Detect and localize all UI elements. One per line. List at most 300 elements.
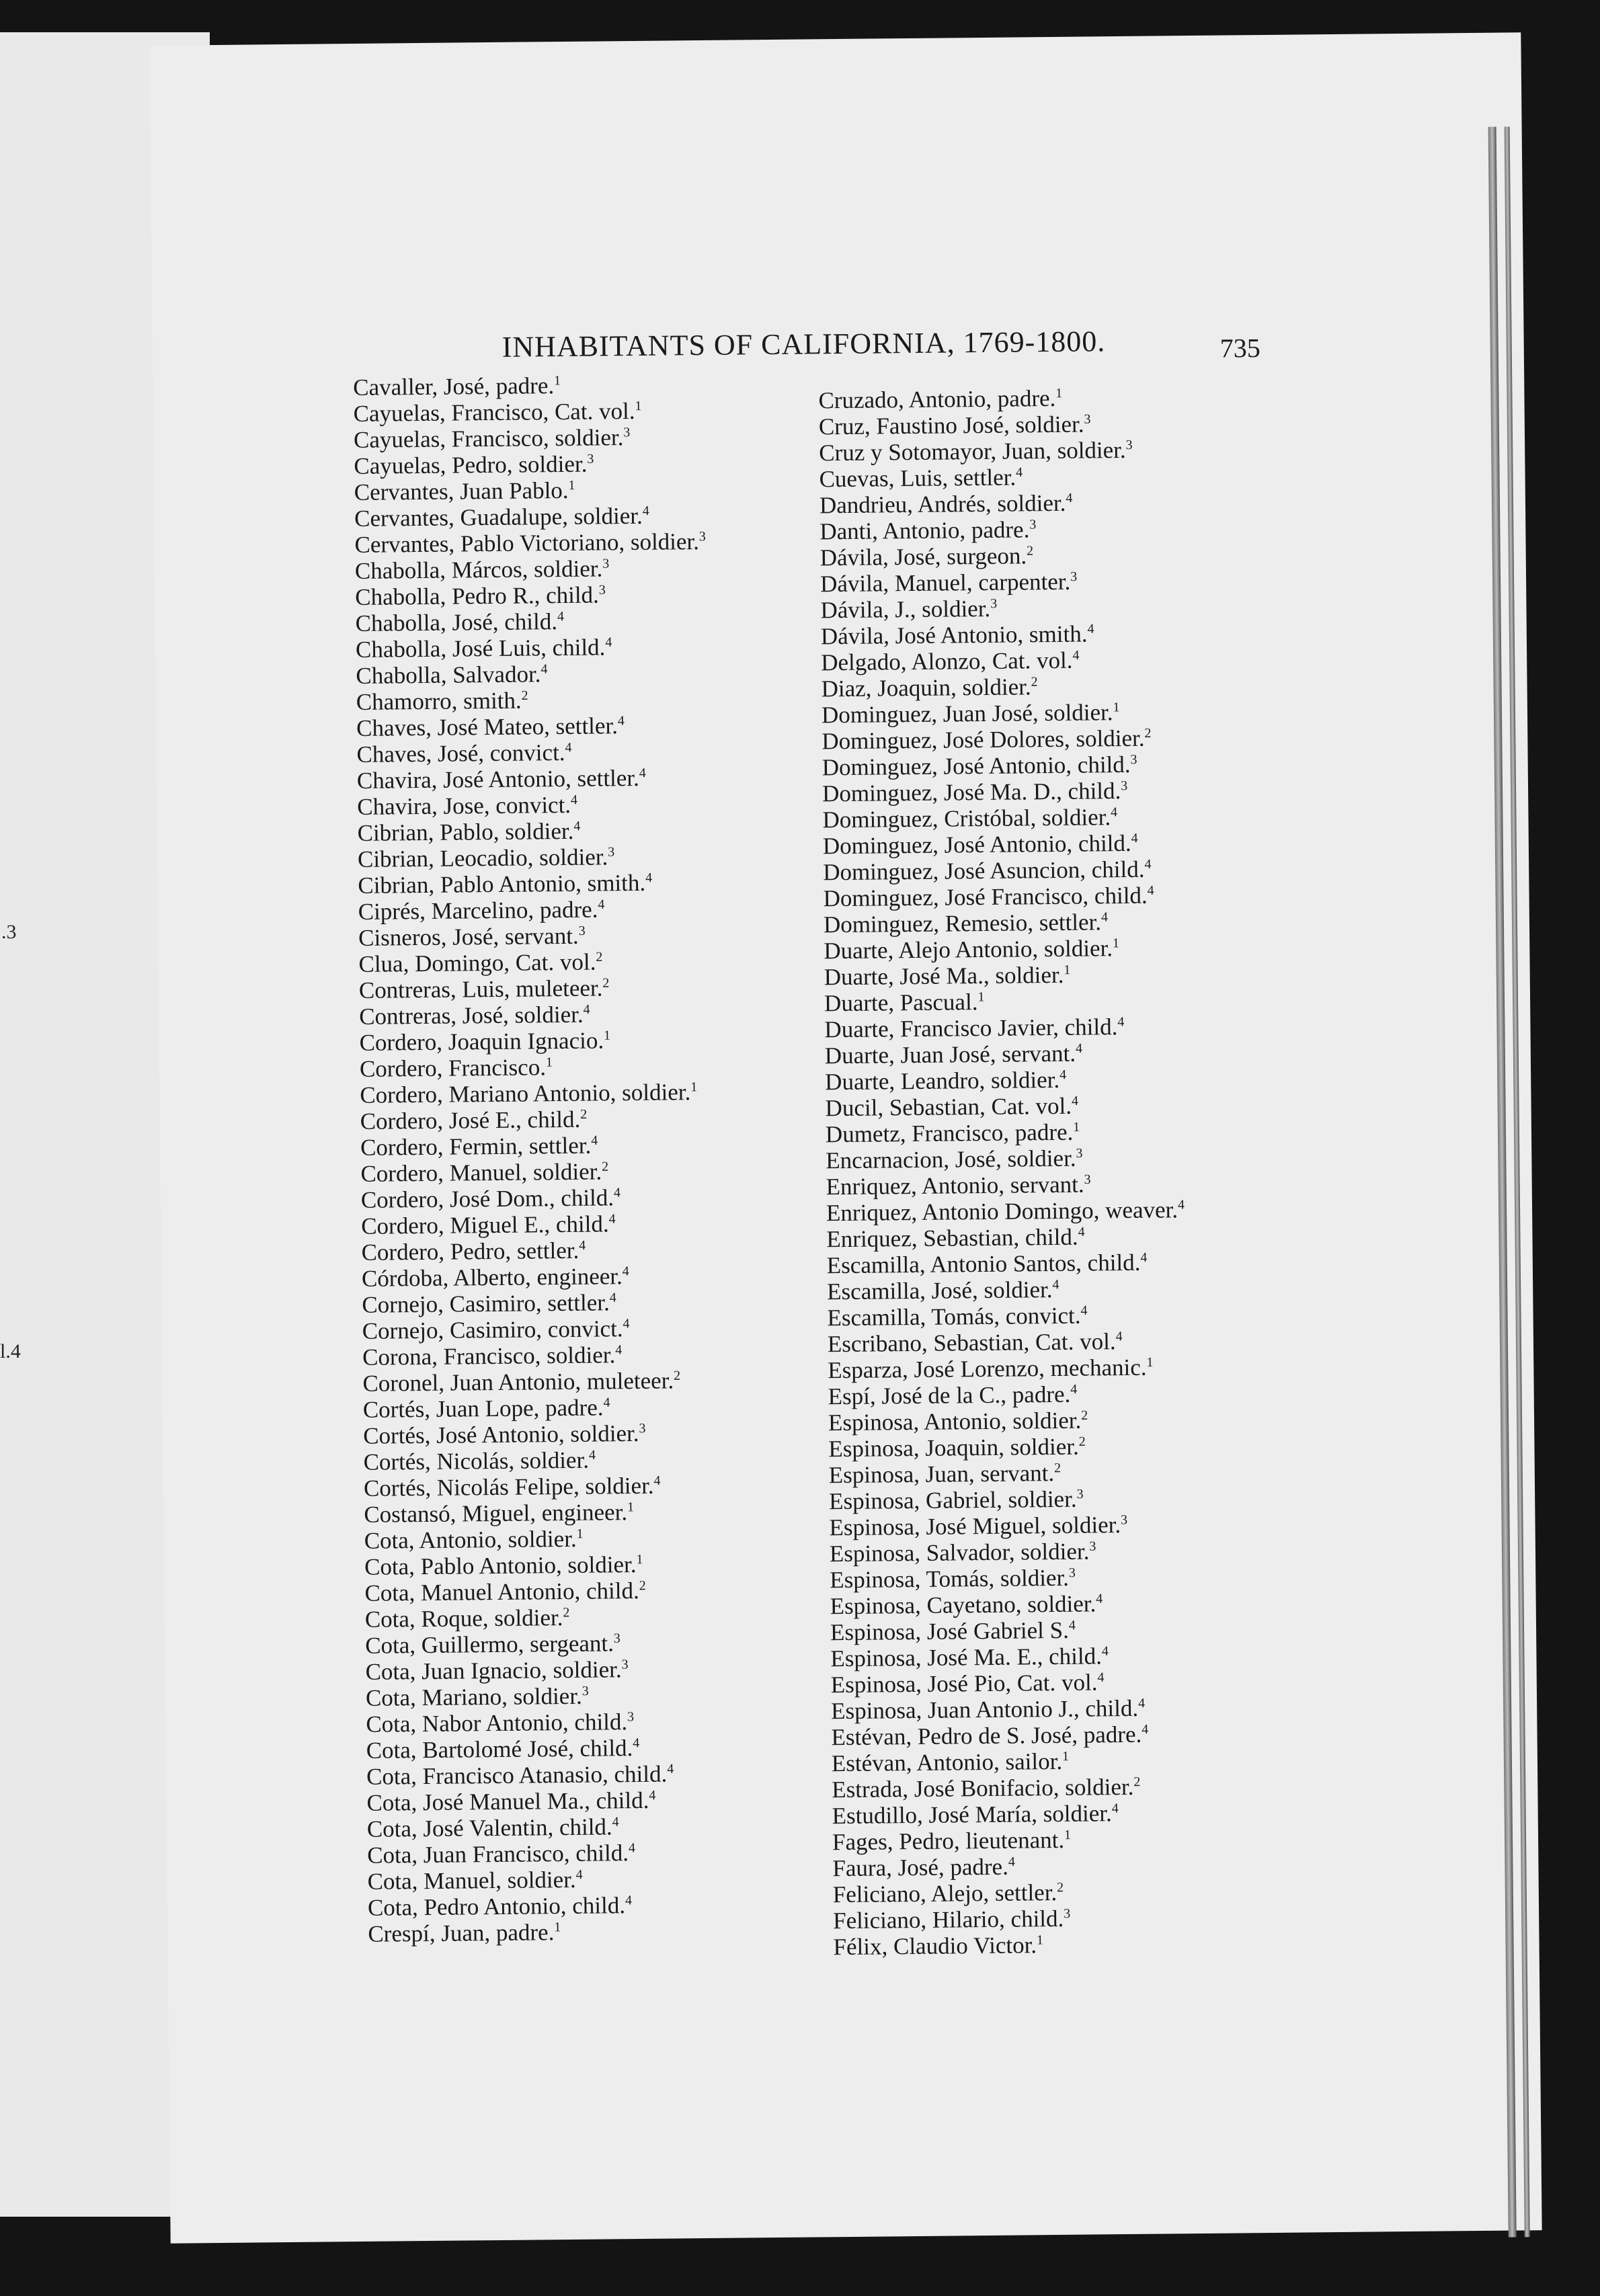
entry: [828, 1327, 1186, 1357]
entry-name: Dandrieu, Andrés, soldier.: [819, 489, 1066, 519]
entry: [820, 593, 1178, 623]
entry-name: Cordero, José Dom., child.: [360, 1184, 614, 1213]
entry: [823, 882, 1181, 911]
previous-page-mark: l.4: [0, 1340, 21, 1362]
entry-name: Cota, Pedro Antonio, child.: [367, 1892, 626, 1921]
entry-name: Coronel, Juan Antonio, muleteer.: [362, 1367, 674, 1397]
entry: [356, 659, 707, 689]
entry-name: Córdoba, Alberto, engineer.: [361, 1263, 623, 1292]
footnote-ref: 4: [603, 1395, 610, 1410]
entry-name: Corona, Francisco, soldier.: [362, 1342, 616, 1370]
entry: [820, 567, 1178, 597]
entry-name: Espinosa, Gabriel, soldier.: [829, 1485, 1077, 1515]
entry-name: Dávila, Manuel, carpenter.: [819, 568, 1071, 598]
footnote-ref: 2: [601, 1159, 609, 1174]
entry: [363, 1420, 715, 1449]
entry: [830, 1537, 1188, 1567]
entry-name: Chavira, Jose, convict.: [357, 791, 571, 820]
entry-name: Estrada, José Bonifacio, soldier.: [832, 1773, 1134, 1803]
entry-name: Espinosa, Juan Antonio J., child.: [830, 1694, 1139, 1725]
footnote-ref: 3: [1076, 1486, 1084, 1502]
entry: [828, 1406, 1187, 1436]
footnote-ref: 2: [639, 1578, 646, 1594]
entry: [354, 502, 706, 532]
entry-name: Dávila, José, surgeon.: [819, 542, 1027, 571]
footnote-ref: 3: [587, 451, 594, 466]
entry: [356, 686, 708, 715]
footnote-ref: 3: [623, 425, 631, 440]
footnote-ref: 3: [602, 556, 610, 571]
entry-name: Estévan, Antonio, sailor.: [831, 1748, 1063, 1777]
entry: [824, 908, 1182, 938]
footnote-ref: 1: [1055, 386, 1063, 401]
footnote-ref: 3: [582, 1684, 589, 1699]
footnote-ref: 2: [521, 688, 528, 703]
entry-name: Cayuelas, Francisco, soldier.: [353, 424, 624, 453]
entry-name: Espinosa, Tomás, soldier.: [830, 1564, 1070, 1594]
footnote-ref: 4: [1177, 1197, 1185, 1213]
footnote-ref: 4: [1101, 909, 1109, 925]
entry: [831, 1694, 1189, 1724]
entry: [360, 1157, 712, 1187]
entry-name: Contreras, José, soldier.: [359, 1001, 584, 1030]
entry: [358, 948, 710, 977]
entry: [353, 371, 705, 401]
entry: [830, 1642, 1189, 1672]
entry: [356, 738, 708, 768]
entry: [366, 1682, 717, 1711]
entry-name: Cota, Pablo Antonio, soldier.: [364, 1551, 637, 1580]
entry: [357, 790, 709, 820]
entry: [827, 1275, 1185, 1305]
entry: [822, 698, 1180, 728]
entry-name: Chabolla, Márcos, soldier.: [354, 555, 603, 584]
entry: [362, 1288, 713, 1318]
entry: [826, 1196, 1185, 1226]
footnote-ref: 4: [557, 609, 565, 624]
entry: [831, 1721, 1189, 1750]
footnote-ref: 4: [625, 1893, 633, 1908]
footnote-ref: 4: [617, 713, 625, 729]
footnote-ref: 4: [1068, 1618, 1076, 1633]
entry-name: Espinosa, José Ma. E., child.: [830, 1643, 1103, 1672]
entry-name: Cota, José Valentin, child.: [366, 1813, 612, 1842]
footnote-ref: 1: [1062, 1749, 1070, 1764]
entry: [355, 555, 707, 584]
footnote-ref: 4: [1096, 1591, 1103, 1606]
entry-name: Espinosa, Juan, servant.: [828, 1460, 1055, 1489]
entry-name: Chabolla, Salvador.: [356, 661, 541, 689]
footnote-ref: 4: [615, 1342, 623, 1358]
footnote-ref: 3: [598, 582, 606, 598]
entry: [360, 1131, 712, 1161]
entry-name: Faura, José, padre.: [832, 1853, 1009, 1882]
footnote-ref: 4: [575, 1867, 583, 1883]
footnote-ref: 4: [591, 1133, 598, 1148]
entry: [360, 1105, 712, 1135]
footnote-ref: 4: [1052, 1277, 1059, 1293]
entry: [360, 1053, 711, 1082]
footnote-ref: 4: [1087, 621, 1094, 637]
entry: [832, 1773, 1190, 1803]
entry-name: Chavira, José Antonio, settler.: [356, 764, 639, 794]
entry: [354, 423, 705, 453]
footnote-ref: 4: [633, 1735, 640, 1751]
footnote-ref: 4: [1111, 1801, 1119, 1816]
entry: [364, 1577, 716, 1606]
entry-name: Chamorro, smith.: [356, 687, 522, 715]
footnote-ref: 4: [1016, 464, 1023, 480]
entry: [833, 1904, 1191, 1934]
entry-name: Dominguez, Remesio, settler.: [823, 909, 1102, 938]
entry-name: Dávila, José Antonio, smith.: [820, 620, 1088, 650]
entry: [822, 725, 1180, 754]
footnote-ref: 3: [1125, 438, 1133, 453]
footnote-ref: 1: [554, 1920, 561, 1935]
entry-name: Clua, Domingo, Cat. vol.: [358, 948, 596, 977]
footnote-ref: 2: [596, 949, 603, 965]
entry-name: Dominguez, José Ma. D., child.: [822, 778, 1121, 807]
footnote-ref: 4: [613, 1185, 621, 1200]
entry: [366, 1734, 718, 1764]
entry-name: Cayuelas, Francisco, Cat. vol.: [353, 397, 635, 427]
entry-name: Cordero, Francisco.: [359, 1054, 547, 1082]
entry: [827, 1249, 1185, 1278]
entry-name: Cota, Roque, soldier.: [364, 1604, 563, 1633]
footnote-ref: 4: [570, 792, 578, 808]
entry-name: Enriquez, Antonio Domingo, weaver.: [826, 1196, 1178, 1227]
entry-name: Chabolla, José, child.: [355, 608, 558, 637]
entry-name: Dávila, J., soldier.: [820, 595, 991, 624]
entry-name: Cibrian, Pablo, soldier.: [357, 817, 574, 846]
entry-name: Chabolla, José Luis, child.: [355, 634, 606, 663]
entry: [358, 869, 709, 899]
entry: [828, 1432, 1187, 1462]
entry-name: Crespí, Juan, padre.: [368, 1919, 555, 1947]
entry-name: Estévan, Pedro de S. José, padre.: [831, 1721, 1142, 1751]
entry-name: Cortés, Nicolás, soldier.: [363, 1446, 590, 1475]
footnote-ref: 1: [568, 478, 575, 493]
entry-name: Cornejo, Casimiro, settler.: [362, 1289, 610, 1318]
entry: [368, 1891, 719, 1921]
footnote-ref: 3: [1084, 411, 1091, 427]
footnote-ref: 3: [1068, 1565, 1076, 1581]
footnote-ref: 3: [627, 1709, 635, 1725]
footnote-ref: 4: [1144, 856, 1152, 872]
entry-name: Cota, Bartolomé José, child.: [366, 1735, 633, 1764]
entry-name: Feliciano, Hilario, child.: [832, 1905, 1064, 1934]
footnote-ref: 3: [621, 1657, 629, 1672]
entry-name: Chaves, José Mateo, settler.: [356, 712, 618, 741]
entry-name: Delgado, Alonzo, Cat. vol.: [821, 647, 1073, 676]
entry-name: Cordero, Mariano Antonio, soldier.: [360, 1079, 691, 1108]
entry-name: Estudillo, José María, soldier.: [832, 1800, 1112, 1830]
entry: [364, 1472, 715, 1502]
entry: [832, 1826, 1191, 1855]
footnote-ref: 4: [1008, 1854, 1015, 1870]
entry-name: Encarnacion, José, soldier.: [826, 1145, 1076, 1174]
entry: [354, 476, 706, 505]
entry-name: Espinosa, José Gabriel S.: [830, 1616, 1070, 1646]
entry-name: Dominguez, Juan José, soldier.: [821, 699, 1113, 729]
entry: [364, 1551, 716, 1580]
footnote-ref: 4: [1137, 1696, 1146, 1711]
entry-name: Cordero, Manuel, soldier.: [360, 1158, 602, 1187]
entry: [831, 1668, 1189, 1698]
footnote-ref: 2: [1053, 1461, 1062, 1476]
footnote-ref: 4: [1117, 1014, 1125, 1030]
footnote-ref: 2: [1027, 543, 1034, 559]
entry-name: Cortés, Juan Lope, padre.: [362, 1394, 604, 1423]
entry-name: Dominguez, Cristóbal, soldier.: [822, 804, 1111, 833]
entry-name: Cornejo, Casimiro, convict.: [362, 1315, 623, 1344]
footnote-ref: 4: [565, 740, 572, 755]
entry-name: Fages, Pedro, lieutenant.: [832, 1826, 1065, 1856]
right-column: [818, 384, 1191, 1960]
entry-name: Enriquez, Antonio, servant.: [826, 1171, 1084, 1200]
entry: [364, 1498, 715, 1528]
footnote-ref: 4: [628, 1840, 636, 1856]
entry: [828, 1380, 1187, 1409]
entry-name: Cervantes, Juan Pablo.: [354, 477, 569, 505]
footnote-ref: 1: [1064, 1828, 1072, 1843]
entry-name: Cota, Francisco Atanasio, child.: [366, 1760, 668, 1790]
entry: [356, 712, 708, 741]
footnote-ref: 1: [1064, 962, 1071, 978]
entry-name: Duarte, Juan José, servant.: [824, 1040, 1076, 1069]
entry-name: Cisneros, José, servant.: [358, 922, 579, 951]
entry: [367, 1813, 719, 1842]
entry: [825, 1039, 1183, 1069]
entry-name: Cordero, Fermin, settler.: [360, 1132, 592, 1161]
entry: [826, 1144, 1184, 1174]
entry: [366, 1760, 718, 1790]
entry-name: Escamilla, José, soldier.: [827, 1276, 1053, 1305]
footnote-ref: 3: [1064, 1906, 1071, 1922]
entry: [353, 397, 705, 427]
entry-name: Espinosa, Salvador, soldier.: [829, 1538, 1090, 1567]
entry-name: Duarte, Pascual.: [824, 989, 978, 1017]
entry: [819, 436, 1177, 466]
entry-name: Dominguez, José Francisco, child.: [823, 882, 1148, 912]
entry-name: Cervantes, Guadalupe, soldier.: [354, 502, 643, 532]
entry-name: Esparza, José Lorenzo, mechanic.: [828, 1354, 1147, 1384]
footnote-ref: 1: [1112, 936, 1120, 951]
entry: [832, 1747, 1190, 1776]
entry-name: Chaves, José, convict.: [356, 739, 565, 768]
footnote-ref: 4: [1059, 1067, 1067, 1083]
footnote-ref: 1: [1073, 1120, 1080, 1135]
footnote-ref: 1: [977, 989, 985, 1005]
entry-name: Contreras, Luis, muleteer.: [358, 975, 603, 1003]
footnote-ref: 4: [1131, 831, 1138, 846]
footnote-ref: 3: [1089, 1539, 1096, 1554]
footnote-ref: 4: [1142, 1722, 1149, 1737]
entry-name: Cota, Guillermo, sergeant.: [365, 1630, 614, 1659]
entry-name: Espinosa, Joaquin, soldier.: [828, 1433, 1079, 1463]
entry-name: Cota, Juan Ignacio, soldier.: [365, 1656, 622, 1685]
entry: [830, 1590, 1189, 1619]
entry: [364, 1524, 716, 1554]
footnote-ref: 4: [1072, 647, 1080, 663]
footnote-ref: 2: [1031, 674, 1038, 690]
entry-name: Ciprés, Marcelino, padre.: [358, 896, 598, 925]
footnote-ref: 3: [1130, 752, 1137, 768]
footnote-ref: 4: [1070, 1382, 1078, 1397]
footnote-ref: 3: [1121, 778, 1128, 794]
entry-name: Cavaller, José, padre.: [353, 372, 555, 401]
entry: [365, 1655, 717, 1685]
entry: [366, 1787, 718, 1816]
entry: [829, 1485, 1187, 1514]
entry: [362, 1262, 713, 1292]
entry: [819, 462, 1177, 492]
entry-name: Cortés, José Antonio, soldier.: [363, 1420, 639, 1449]
page-number: 735: [1219, 333, 1261, 364]
entry: [359, 1026, 711, 1056]
footnote-ref: 4: [541, 661, 548, 677]
entry: [825, 1092, 1183, 1121]
footnote-ref: 4: [645, 870, 653, 886]
footnote-ref: 1: [1113, 700, 1120, 715]
entry: [361, 1184, 713, 1213]
entry-name: Espinosa, José Pio, Cat. vol.: [830, 1669, 1098, 1698]
footnote-ref: 1: [553, 373, 561, 388]
entry: [823, 856, 1181, 885]
entry: [826, 1118, 1184, 1147]
entry: [366, 1708, 717, 1737]
footnote-ref: 1: [1146, 1354, 1154, 1370]
entry: [365, 1603, 717, 1633]
footnote-ref: 3: [698, 529, 706, 544]
entry-name: Félix, Claudio Victor.: [833, 1932, 1037, 1961]
entry: [359, 1000, 711, 1030]
footnote-ref: 4: [579, 1238, 586, 1254]
footnote-ref: 3: [578, 924, 586, 939]
entry: [362, 1315, 714, 1344]
footnote-ref: 2: [580, 1107, 588, 1122]
footnote-ref: 3: [1120, 1512, 1128, 1528]
entry-name: Cuevas, Luis, settler.: [819, 464, 1016, 493]
book-page: [149, 32, 1542, 2243]
entry-name: Cordero, Miguel E., child.: [361, 1211, 609, 1239]
entry-name: Cota, Mariano, soldier.: [365, 1682, 582, 1711]
footnote-ref: 4: [1140, 1250, 1148, 1266]
entry-name: Cota, Juan Francisco, child.: [367, 1840, 629, 1869]
entry-name: Duarte, Francisco Javier, child.: [824, 1014, 1118, 1043]
footnote-ref: 4: [1115, 1329, 1123, 1344]
footnote-ref: 4: [1071, 1094, 1079, 1109]
entry-name: Cortés, Nicolás Felipe, soldier.: [363, 1472, 654, 1502]
entry: [363, 1393, 715, 1423]
entry: [821, 646, 1179, 675]
entry: [819, 515, 1178, 544]
footnote-ref: 3: [608, 844, 615, 860]
entry-name: Espinosa, Antonio, soldier.: [828, 1407, 1082, 1436]
footnote-ref: 1: [545, 1055, 553, 1070]
footnote-ref: 1: [690, 1079, 698, 1095]
entry: [358, 843, 709, 872]
entry-name: Dominguez, José Dolores, soldier.: [822, 725, 1145, 755]
footnote-ref: 3: [1070, 569, 1078, 585]
entry: [833, 1878, 1191, 1908]
entry-name: Diaz, Joaquin, soldier.: [821, 673, 1031, 702]
footnote-ref: 4: [583, 1001, 590, 1018]
footnote-ref: 4: [639, 766, 646, 781]
footnote-ref: 2: [563, 1605, 570, 1621]
footnote-ref: 4: [1066, 491, 1073, 506]
entry: [822, 777, 1181, 807]
entry: [358, 895, 710, 925]
entry: [828, 1354, 1186, 1383]
entry: [824, 1013, 1183, 1042]
left-column: [353, 371, 719, 1947]
footnote-ref: 3: [613, 1631, 621, 1646]
entry-name: Duarte, José Ma., soldier.: [824, 961, 1064, 991]
entry: [361, 1236, 713, 1266]
entry-name: Espí, José de la C., padre.: [828, 1381, 1071, 1410]
footnote-ref: 4: [642, 503, 649, 519]
footnote-ref: 4: [588, 1447, 596, 1463]
entry-name: Feliciano, Alejo, settler.: [832, 1879, 1057, 1908]
footnote-ref: 4: [649, 1788, 656, 1803]
footnote-ref: 3: [1029, 517, 1037, 532]
entry: [819, 410, 1177, 440]
footnote-ref: 4: [609, 1290, 616, 1305]
entry: [819, 489, 1178, 518]
footnote-ref: 3: [1084, 1172, 1091, 1187]
entry: [821, 672, 1179, 702]
entry: [354, 450, 705, 479]
footnote-ref: 4: [623, 1316, 630, 1331]
entry: [830, 1563, 1188, 1593]
entry: [824, 960, 1183, 990]
entry: [825, 1065, 1183, 1095]
entry: [354, 528, 706, 558]
entry-name: Espinosa, Cayetano, soldier.: [830, 1590, 1096, 1620]
entry-name: Dominguez, José Asuncion, child.: [823, 856, 1145, 886]
footnote-ref: 4: [1097, 1670, 1105, 1685]
footnote-ref: 4: [1080, 1303, 1088, 1319]
entry: [823, 829, 1181, 859]
footnote-ref: 4: [605, 634, 612, 650]
entry-name: Cruzado, Antonio, padre.: [818, 384, 1056, 414]
footnote-ref: 3: [990, 596, 998, 612]
entry-name: Dominguez, José Antonio, child.: [822, 829, 1131, 860]
footnote-ref: 2: [602, 975, 610, 991]
footnote-ref: 2: [1144, 725, 1152, 741]
entry-name: Cervantes, Pablo Victoriano, soldier.: [354, 528, 700, 558]
entry: [355, 607, 707, 637]
footnote-ref: 4: [598, 897, 605, 912]
footnote-ref: 1: [1036, 1932, 1044, 1948]
entry: [367, 1865, 719, 1895]
entry: [824, 934, 1182, 964]
entry: [829, 1511, 1187, 1541]
entry: [826, 1170, 1185, 1200]
footnote-ref: 4: [608, 1211, 616, 1227]
entry: [365, 1629, 717, 1659]
entry-name: Dominguez, José Antonio, child.: [822, 751, 1131, 781]
entry: [821, 620, 1179, 649]
footnote-ref: 4: [1147, 883, 1154, 899]
entry-name: Cordero, Joaquin Ignacio.: [359, 1027, 604, 1056]
entry: [359, 974, 711, 1003]
entry-name: Cota, Manuel, soldier.: [367, 1866, 576, 1895]
footnote-ref: 1: [635, 399, 642, 414]
entry-name: Cayuelas, Pedro, soldier.: [354, 450, 588, 479]
footnote-ref: 1: [603, 1028, 611, 1043]
